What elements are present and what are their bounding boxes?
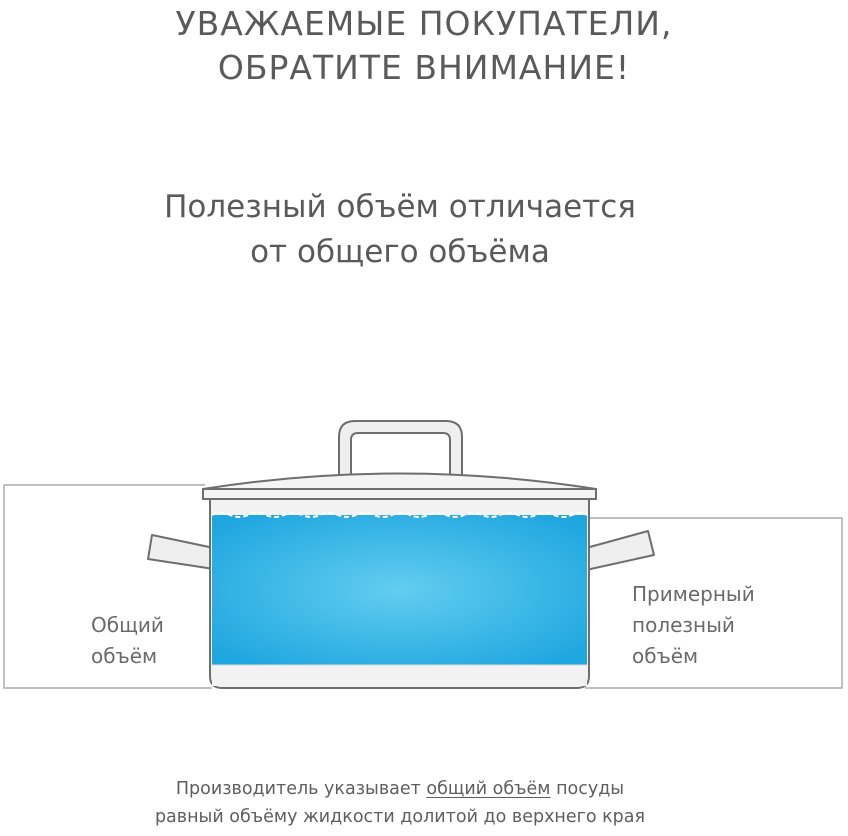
footnote-text-after: посуды: [550, 779, 625, 799]
total-volume-label: [91, 610, 164, 672]
useful-volume-label: [632, 579, 755, 672]
useful-volume-label-line-1: Примерный: [632, 582, 755, 606]
total-volume-label-line-2: объём: [91, 644, 158, 668]
lid-rim: [203, 489, 596, 499]
lid-dome: [203, 474, 596, 490]
footnote-underlined-term: общий объём: [426, 779, 551, 799]
headline-line-1: УВАЖАЕМЫЕ ПОКУПАТЕЛИ,: [175, 4, 673, 43]
useful-volume-label-line-3: объём: [632, 644, 699, 668]
pot-base: [212, 665, 587, 686]
footnote-line-1: [0, 775, 800, 803]
total-volume-label-line-1: Общий: [91, 613, 164, 637]
liquid-fill: [212, 515, 587, 665]
useful-volume-label-line-2: полезный: [632, 613, 735, 637]
left-handle: [148, 535, 214, 569]
subtitle-line-1: Полезный объём отличается: [164, 189, 636, 225]
footnote-line-2: равный объёму жидкости долитой до верхнего края: [154, 807, 646, 827]
right-handle: [586, 531, 654, 570]
footnote-text-before: Производитель указывает: [175, 779, 427, 799]
headline-line-2: ОБРАТИТЕ ВНИМАНИЕ!: [217, 48, 631, 87]
subtitle-line-2: от общего объёма: [250, 234, 550, 270]
